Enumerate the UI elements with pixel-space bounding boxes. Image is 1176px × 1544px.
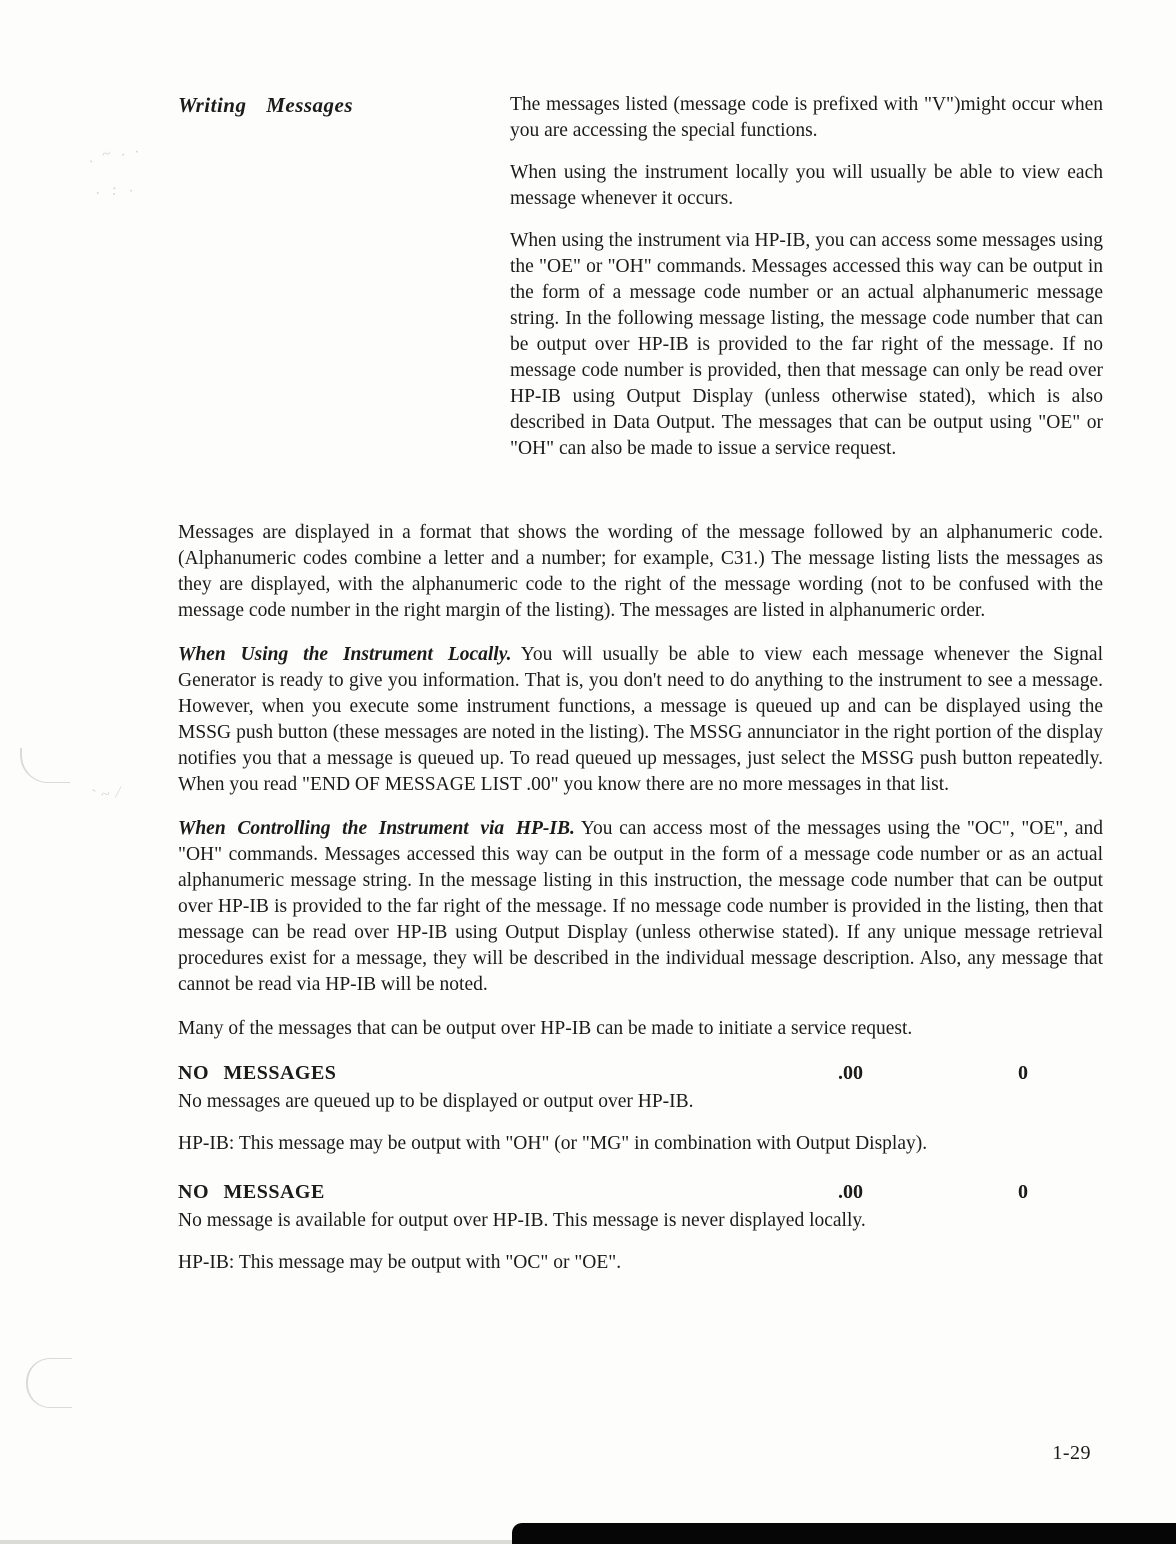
paragraph-service-request: Many of the messages that can be output over HP-IB can be made to initiate a service request. [178, 1018, 913, 1039]
message-hpib-note: HP-IB: This message may be output with "OC" or "OE". [178, 1252, 622, 1273]
scan-artifact: . : · [95, 180, 139, 201]
message-header [178, 1060, 1103, 1086]
paragraph-using-locally [178, 642, 1103, 798]
intro-paragraph-3: When using the instrument via HP-IB, you can access some messages using the "OE" or "OH" commands. Messages accessed this way can be output in the form of a message code number or an actual alphanumeric message string. In the following message listing, the message code number that can be output over HP-IB is provided to the far right of the message. If no message code number is provided, then that message can only be read over HP-IB using Output Display (unless otherwise stated), which is also described in Data Output. The messages that can be output using "OE" or "OH" can also be made to issue a service request. [510, 230, 1103, 459]
message-listing [178, 1060, 1103, 1276]
body-section [178, 520, 1103, 1042]
intro-paragraph-1: The messages listed (message code is prefixed with "V")might occur when you are accessing the special functions. [510, 94, 1103, 141]
writing-messages-section [178, 92, 1103, 478]
message-header [178, 1179, 1103, 1205]
intro-column [510, 92, 1103, 478]
paragraph-message-format: Messages are displayed in a format that shows the wording of the message followed by an alphanumeric code. (Alphanumeric codes combine a letter and a number; for example, C31.) The message listing lists the messages as they are displayed, with the alphanumeric code to the right of the message wording (not to be confused with the message code number in the right margin of the listing). The messages are listed in alphanumeric order. [178, 522, 1103, 621]
locally-lead-in: When Using the Instrument Locally. [178, 644, 512, 665]
message-name: NO MESSAGES [178, 1062, 337, 1084]
hpib-text: You can access most of the messages using the "OC", "OE", and "OH" commands. Messages accessed this way can be output in the form of a message code number or as an actual alphanumeric message string. In the message listing in this instruction, the message code number that can be output over HP-IB is provided to the far right of the message. If no message code number is provided in the listing, then that message can be read over HP-IB using Output Display (unless otherwise stated). If any unique message retrieval procedures exist for a message, they will be described in the individual message description. Also, any message that cannot be read via HP-IB will be noted. [178, 818, 1103, 995]
scan-artifact [26, 1358, 72, 1408]
message-description: No messages are queued up to be displayed or output over HP-IB. [178, 1091, 694, 1112]
section-heading: Writing Messages [178, 93, 354, 117]
message-alphanumeric-code: .00 [838, 1181, 863, 1203]
scan-artifact [20, 748, 70, 783]
message-description: No message is available for output over HP-IB. This message is never displayed locally. [178, 1210, 866, 1231]
intro-paragraph-2: When using the instrument locally you will usually be able to view each message whenever it occurs. [510, 162, 1103, 209]
message-alphanumeric-code: .00 [838, 1062, 863, 1084]
page-content [178, 92, 1103, 1298]
scan-black-bar [512, 1523, 1176, 1544]
hpib-lead-in: When Controlling the Instrument via HP-IB. [178, 818, 575, 839]
heading-column [178, 92, 510, 118]
scan-artifact: ` ~ ∕ [90, 784, 121, 805]
message-code-number: 0 [1018, 1181, 1028, 1203]
message-entry-no-messages [178, 1060, 1103, 1157]
scan-edge-shadow [0, 1540, 512, 1544]
paragraph-controlling-hpib [178, 816, 1103, 998]
message-code-number: 0 [1018, 1062, 1028, 1084]
message-hpib-note: HP-IB: This message may be output with "OH" (or "MG" in combination with Output Display). [178, 1133, 928, 1154]
message-entry-no-message [178, 1179, 1103, 1276]
locally-text: You will usually be able to view each message whenever the Signal Generator is ready to give you information. That is, you don't need to do anything to the instrument to see a message. However, when you execute some instrument functions, a message is queued up and can be displayed using the MSSG push button (these messages are noted in the listing). The MSSG annunciator in the right portion of the display notifies you that a message is queued up. To read queued up messages, just select the MSSG push button repeatedly. When you read "END OF MESSAGE LIST .00" you know there are no more messages in that list. [178, 644, 1103, 795]
scan-artifact: . ~ . . [86, 138, 143, 167]
page-number: 1-29 [1052, 1442, 1091, 1464]
message-name: NO MESSAGE [178, 1181, 325, 1203]
